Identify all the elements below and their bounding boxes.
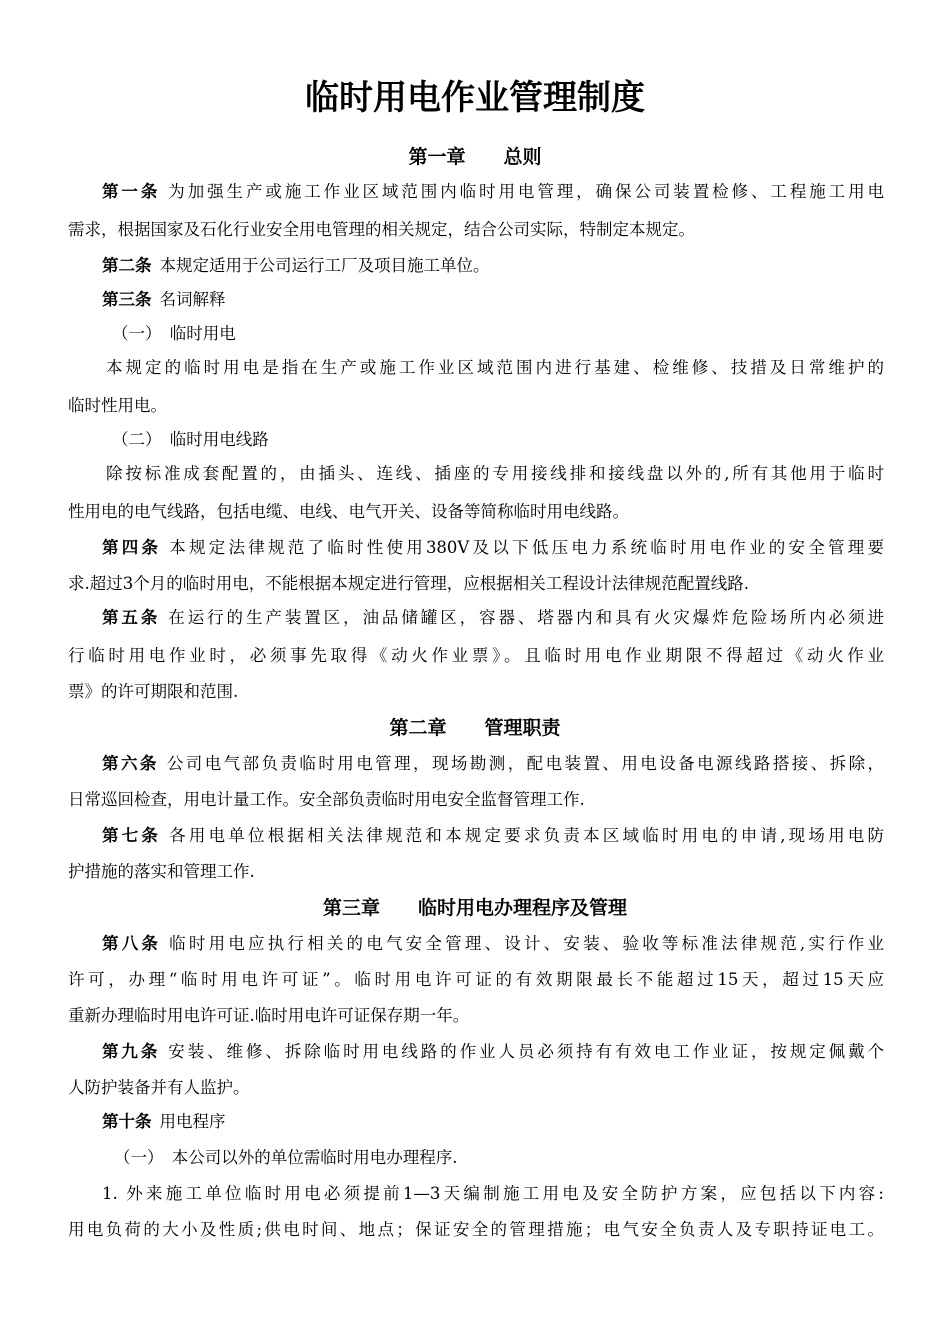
article-6-line-2: 日常巡回检查，用电计量工作。安全部负责临时用电安全监督管理工作. [68, 790, 585, 809]
article-label: 第九条 [102, 1042, 161, 1061]
article-9-line-2: 人防护装备并有人监护。 [68, 1078, 250, 1097]
article-10-sub-1-line-2: 用电负荷的大小及性质;供电时间、地点；保证安全的管理措施；电气安全负责人及专职持证电工。 [68, 1220, 884, 1239]
document-title: 临时用电作业管理制度 [305, 78, 645, 118]
article-1-line-1: 第一条 为加强生产或施工作业区域范围内临时用电管理，确保公司装置检修、工程施工用电 [102, 182, 885, 201]
article-label: 第二条 [102, 256, 152, 275]
article-5-line-3: 票》的许可期限和范围. [68, 682, 239, 701]
article-3-item-1-line-2: 临时性用电。 [68, 396, 167, 415]
article-4-line-1: 第四条 本规定法律规范了临时性使用380V及以下低压电力系统临时用电作业的安全管理要 [102, 538, 885, 557]
article-2-line-1: 第二条 本规定适用于公司运行工厂及项目施工单位。 [102, 256, 490, 275]
article-4-line-2: 求.超过3个月的临时用电，不能根据本规定进行管理，应根据相关工程设计法律规范配置线路. [68, 574, 749, 593]
article-6-line-1: 第六条 公司电气部负责临时用电管理，现场勘测，配电装置、用电设备电源线路搭接、拆除， [102, 754, 884, 773]
article-3-item-2-line-2: 性用电的电气线路，包括电缆、电线、电气开关、设备等简称临时用电线路。 [68, 502, 629, 521]
article-10-sub-1-line-1: 1. 外来施工单位临时用电必须提前1—3天编制施工用电及安全防护方案，应包括以下内容: [102, 1184, 884, 1203]
chapter-heading: 第一章 总则 [408, 146, 542, 168]
article-10-line-1: 第十条 用电程序 [102, 1112, 226, 1131]
article-label: 第三条 [102, 290, 152, 309]
article-8-line-1: 第八条 临时用电应执行相关的电气安全管理、设计、安装、验收等标准法律规范,实行作业 [102, 934, 885, 953]
article-5-line-1: 第五条 在运行的生产装置区，油品储罐区，容器、塔器内和具有火灾爆炸危险场所内必须进 [102, 608, 885, 627]
article-label: 第六条 [102, 754, 159, 773]
article-label: 第八条 [102, 934, 162, 953]
article-7-line-1: 第七条 各用电单位根据相关法律规范和本规定要求负责本区域临时用电的申请,现场用电防 [102, 826, 885, 845]
article-label: 第七条 [102, 826, 162, 845]
article-8-line-2: 许可，办理“临时用电许可证”。临时用电许可证的有效期限最长不能超过15天，超过15天应 [68, 970, 884, 989]
chapter-heading: 第二章 管理职责 [389, 717, 561, 739]
article-10-item-1: （一） 本公司以外的单位需临时用电办理程序. [114, 1148, 458, 1167]
article-8-line-3: 重新办理临时用电许可证.临时用电许可证保存期一年。 [68, 1006, 470, 1025]
article-3-item-2-line-1: 除按标准成套配置的，由插头、连线、插座的专用接线排和接线盘以外的,所有其他用于临时 [106, 464, 884, 483]
article-3-item-1: （一） 临时用电 [112, 324, 236, 343]
article-label: 第十条 [102, 1112, 152, 1131]
article-7-line-2: 护措施的落实和管理工作. [68, 862, 255, 881]
article-label: 第一条 [102, 182, 161, 201]
article-1-line-2: 需求，根据国家及石化行业安全用电管理的相关规定，结合公司实际，特制定本规定。 [68, 220, 695, 239]
article-label: 第五条 [102, 608, 161, 627]
article-3-item-2: （二） 临时用电线路 [112, 430, 269, 449]
article-5-line-2: 行临时用电作业时，必须事先取得《动火作业票》。且临时用电作业期限不得超过《动火作业 [68, 646, 884, 665]
article-label: 第四条 [102, 538, 162, 557]
chapter-heading: 第三章 临时用电办理程序及管理 [322, 897, 627, 919]
article-3-line-1: 第三条 名词解释 [102, 290, 226, 309]
article-3-item-1-line-1: 本规定的临时用电是指在生产或施工作业区域范围内进行基建、检维修、技措及日常维护的 [106, 358, 884, 377]
article-9-line-1: 第九条 安装、维修、拆除临时用电线路的作业人员必须持有有效电工作业证，按规定佩戴个 [102, 1042, 885, 1061]
